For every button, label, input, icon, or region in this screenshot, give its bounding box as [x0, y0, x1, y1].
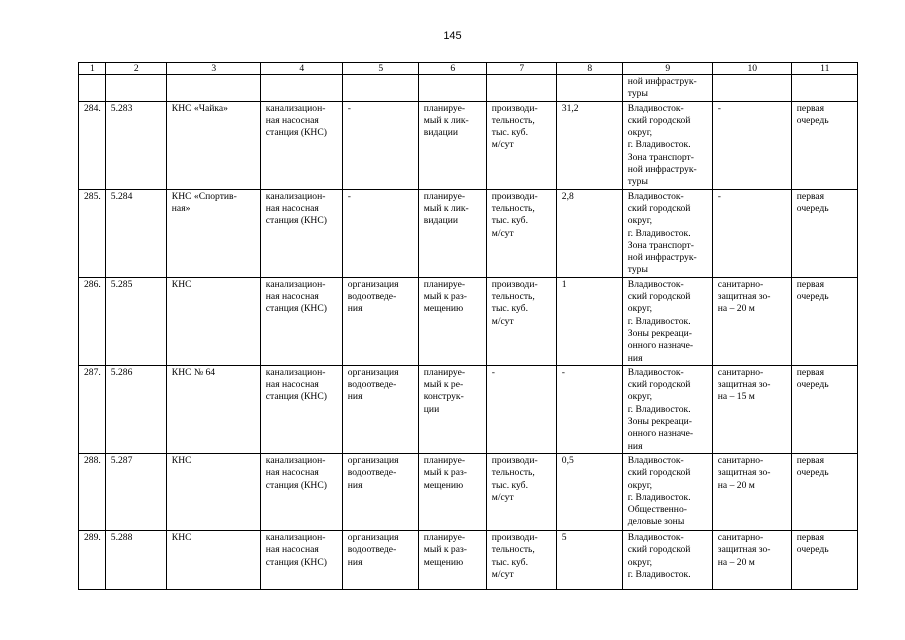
table-cell: [79, 75, 106, 102]
table-cell: [105, 75, 166, 102]
table-cell: 5.285: [105, 277, 166, 365]
table-cell: 5.284: [105, 189, 166, 277]
table-cell: 285.: [79, 189, 106, 277]
table-cell: 287.: [79, 365, 106, 453]
header-cell: 7: [486, 63, 556, 75]
table-cell: 284.: [79, 101, 106, 189]
table-cell: [791, 75, 857, 102]
table-cell: первая очередь: [791, 453, 857, 530]
table-cell: Владивосток- ский городской округ, г. Владивосток. Зоны рекреаци- онного назначе- ния: [622, 277, 712, 365]
header-cell: 10: [712, 63, 791, 75]
table-cell: Владивосток- ский городской округ, г. Владивосток. Зона транспорт- ной инфраструк- туры: [622, 189, 712, 277]
header-cell: 11: [791, 63, 857, 75]
table-cell: 1: [556, 277, 622, 365]
table-cell: организация водоотведе- ния: [342, 530, 418, 589]
header-cell: 4: [260, 63, 342, 75]
table-cell: производи- тельность, тыс. куб. м/сут: [486, 277, 556, 365]
header-cell: 9: [622, 63, 712, 75]
table-cell: Владивосток- ский городской округ, г. Владивосток.: [622, 530, 712, 589]
table-cell: 31,2: [556, 101, 622, 189]
table-cell: -: [342, 189, 418, 277]
header-cell: 2: [105, 63, 166, 75]
table-continuation-row: [79, 75, 858, 102]
table-cell: 5.286: [105, 365, 166, 453]
table-cell: [486, 75, 556, 102]
header-cell: 6: [418, 63, 486, 75]
page-number: 145: [443, 30, 462, 42]
table-cell: организация водоотведе- ния: [342, 365, 418, 453]
table-cell: -: [342, 101, 418, 189]
table-cell: планируе- мый к раз- мещению: [418, 530, 486, 589]
table-cell: первая очередь: [791, 277, 857, 365]
table-cell: канализацион- ная насосная станция (КНС): [260, 365, 342, 453]
table-cell: -: [486, 365, 556, 453]
table-cell: -: [712, 189, 791, 277]
table-cell: 288.: [79, 453, 106, 530]
table-cell: организация водоотведе- ния: [342, 277, 418, 365]
table-cell: [260, 75, 342, 102]
table-cell: 5: [556, 530, 622, 589]
table-cell: производи- тельность, тыс. куб. м/сут: [486, 530, 556, 589]
table-cell: [556, 75, 622, 102]
table-cell: Владивосток- ский городской округ, г. Владивосток. Зоны рекреаци- онного назначе- ния: [622, 365, 712, 453]
table-cell: КНС «Спортив- ная»: [166, 189, 260, 277]
table-cell: планируе- мый к лик- видации: [418, 101, 486, 189]
table-cell: первая очередь: [791, 530, 857, 589]
table-cell: [342, 75, 418, 102]
table-cell: 5.287: [105, 453, 166, 530]
table-cell: производи- тельность, тыс. куб. м/сут: [486, 101, 556, 189]
table-cell: [418, 75, 486, 102]
table-cell: первая очередь: [791, 189, 857, 277]
table-cell: канализацион- ная насосная станция (КНС): [260, 277, 342, 365]
table-row: [79, 277, 858, 365]
table-cell: планируе- мый к раз- мещению: [418, 277, 486, 365]
table-cell: КНС: [166, 530, 260, 589]
header-cell: 1: [79, 63, 106, 75]
table-cell: КНС: [166, 453, 260, 530]
table-cell: [712, 75, 791, 102]
table-cell: канализацион- ная насосная станция (КНС): [260, 189, 342, 277]
header-cell: 8: [556, 63, 622, 75]
table-cell: канализацион- ная насосная станция (КНС): [260, 530, 342, 589]
planning-register-table: [78, 62, 858, 590]
table-cell: КНС: [166, 277, 260, 365]
table-cell: 2,8: [556, 189, 622, 277]
table-cell: ной инфраструк- туры: [622, 75, 712, 102]
table-cell: производи- тельность, тыс. куб. м/сут: [486, 453, 556, 530]
table-cell: 5.288: [105, 530, 166, 589]
table-cell: первая очередь: [791, 365, 857, 453]
table-cell: санитарно- защитная зо- на – 15 м: [712, 365, 791, 453]
table-cell: планируе- мый к ре- конструк- ции: [418, 365, 486, 453]
table-row: [79, 530, 858, 589]
table-row: [79, 189, 858, 277]
header-cell: 3: [166, 63, 260, 75]
table-cell: [166, 75, 260, 102]
table-cell: санитарно- защитная зо- на – 20 м: [712, 453, 791, 530]
table-cell: КНС № 64: [166, 365, 260, 453]
table-cell: планируе- мый к лик- видации: [418, 189, 486, 277]
table-cell: санитарно- защитная зо- на – 20 м: [712, 530, 791, 589]
table-cell: 289.: [79, 530, 106, 589]
table-cell: 5.283: [105, 101, 166, 189]
table-row: [79, 365, 858, 453]
header-cell: 5: [342, 63, 418, 75]
table-cell: КНС «Чайка»: [166, 101, 260, 189]
table-row: [79, 453, 858, 530]
table-cell: Владивосток- ский городской округ, г. Владивосток. Общественно- деловые зоны: [622, 453, 712, 530]
table-cell: санитарно- защитная зо- на – 20 м: [712, 277, 791, 365]
table-row: [79, 101, 858, 189]
table-cell: канализацион- ная насосная станция (КНС): [260, 453, 342, 530]
table-cell: организация водоотведе- ния: [342, 453, 418, 530]
table-cell: -: [712, 101, 791, 189]
table-cell: производи- тельность, тыс. куб. м/сут: [486, 189, 556, 277]
table-cell: 286.: [79, 277, 106, 365]
table-cell: -: [556, 365, 622, 453]
table-cell: первая очередь: [791, 101, 857, 189]
table-header-row: [79, 63, 858, 75]
table-cell: 0,5: [556, 453, 622, 530]
table-cell: канализацион- ная насосная станция (КНС): [260, 101, 342, 189]
table-cell: планируе- мый к раз- мещению: [418, 453, 486, 530]
table-cell: Владивосток- ский городской округ, г. Владивосток. Зона транспорт- ной инфраструк- туры: [622, 101, 712, 189]
